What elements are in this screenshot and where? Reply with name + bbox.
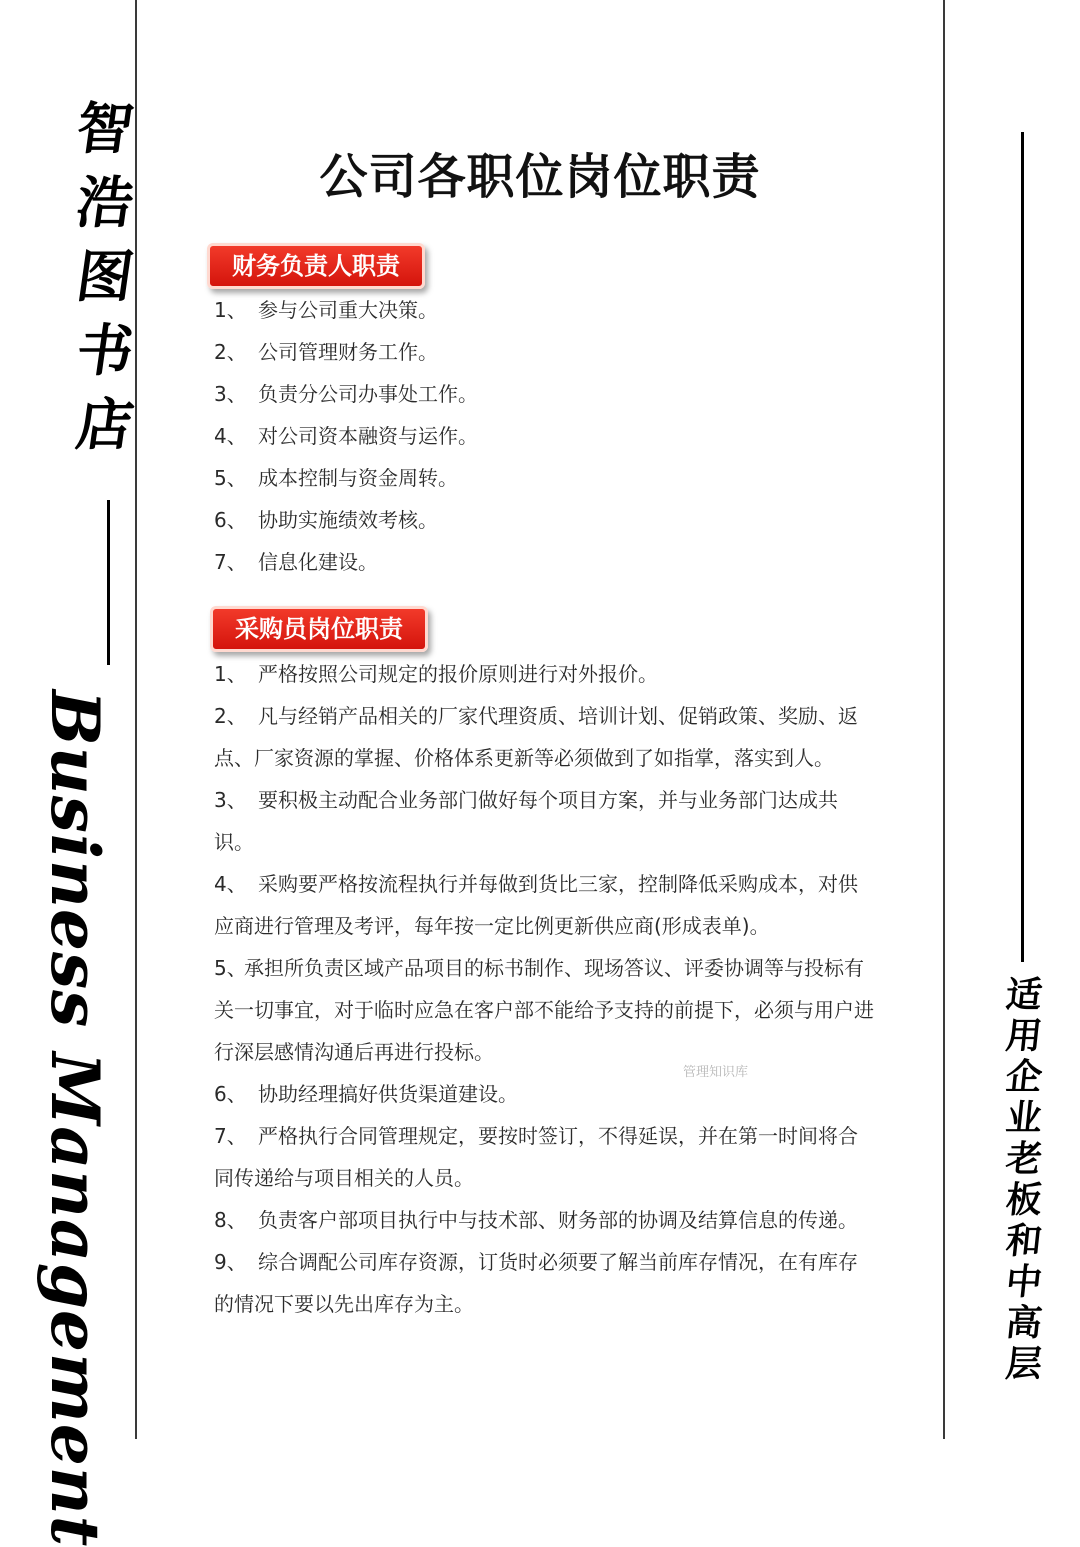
item-number: 1、 — [214, 298, 247, 322]
item-number: 7、 — [214, 550, 247, 574]
item-text: 承担所负责区域产品项目的标书制作、现场答议、评委协调等与投标有关一切事宜，对于临时应急在客户部不能给予支持的前提下，必须与用户进行深层感情沟通后再进行投标。 — [214, 956, 874, 1064]
item-text: 严格执行合同管理规定，要按时签订，不得延误，并在第一时间将合同传递给与项目相关的人员。 — [214, 1124, 858, 1190]
list-item — [214, 415, 874, 457]
brand-char: 店 — [72, 392, 138, 458]
brand-char: 智 — [72, 96, 138, 162]
right-decor-line — [1021, 132, 1024, 962]
item-number: 1、 — [214, 662, 247, 686]
item-number: 2、 — [214, 340, 247, 364]
item-number: 7、 — [214, 1124, 247, 1148]
item-text: 协助经理搞好供货渠道建设。 — [258, 1082, 518, 1106]
list-item — [214, 373, 874, 415]
item-number: 4、 — [214, 424, 247, 448]
brand-chinese — [70, 92, 140, 462]
item-text: 信息化建设。 — [258, 550, 378, 574]
item-text: 参与公司重大决策。 — [258, 298, 438, 322]
item-text: 严格按照公司规定的报价原则进行对外报价。 — [258, 662, 658, 686]
item-number: 3、 — [214, 382, 247, 406]
item-text: 对公司资本融资与运作。 — [258, 424, 478, 448]
item-number: 5、 — [214, 466, 247, 490]
list-item — [214, 947, 874, 1073]
side-note-char: 适 — [1003, 974, 1045, 1016]
side-note-char: 和 — [1003, 1220, 1045, 1262]
right-border-line — [943, 0, 945, 1439]
brand-char: 浩 — [72, 170, 138, 236]
item-number: 8、 — [214, 1208, 247, 1232]
side-note-char: 老 — [1003, 1138, 1045, 1180]
item-text: 负责客户部项目执行中与技术部、财务部的协调及结算信息的传递。 — [258, 1208, 858, 1232]
list-item — [214, 1115, 874, 1199]
page-title: 公司各职位岗位职责 — [319, 149, 761, 205]
section-heading-purchasing: 采购员岗位职责 — [210, 606, 428, 652]
list-item — [214, 1199, 874, 1241]
item-number: 2、 — [214, 704, 247, 728]
item-text: 采购要严格按流程执行并每做到货比三家，控制降低采购成本，对供应商进行管理及考评，每年按一定比例更新供应商(形成表单)。 — [214, 872, 858, 938]
item-text: 综合调配公司库存资源，订货时必须要了解当前库存情况，在有库存的情况下要以先出库存为主。 — [214, 1250, 858, 1316]
item-number: 3、 — [214, 788, 247, 812]
list-item — [214, 289, 874, 331]
side-note-char: 高 — [1003, 1302, 1045, 1344]
purchasing-duties-list — [214, 653, 874, 1325]
item-number: 5、 — [214, 956, 247, 980]
finance-duties-list — [214, 289, 874, 583]
item-text: 公司管理财务工作。 — [258, 340, 438, 364]
item-text: 要积极主动配合业务部门做好每个项目方案，并与业务部门达成共识。 — [214, 788, 838, 854]
side-note-char: 层 — [1003, 1343, 1045, 1385]
list-item — [214, 331, 874, 373]
item-number: 6、 — [214, 508, 247, 532]
list-item — [214, 541, 874, 583]
list-item — [214, 1241, 874, 1325]
list-item — [214, 863, 874, 947]
side-note-char: 中 — [1003, 1261, 1045, 1303]
item-text: 协助实施绩效考核。 — [258, 508, 438, 532]
item-number: 6、 — [214, 1082, 247, 1106]
list-item — [214, 457, 874, 499]
list-item — [214, 653, 874, 695]
item-text: 负责分公司办事处工作。 — [258, 382, 478, 406]
brand-english: Business Management — [36, 690, 114, 1547]
side-note — [998, 975, 1050, 1385]
brand-char: 图 — [72, 244, 138, 310]
brand-char: 书 — [72, 318, 138, 384]
list-item — [214, 695, 874, 779]
side-note-char: 板 — [1003, 1179, 1045, 1221]
list-item — [214, 1073, 874, 1115]
item-text: 凡与经销产品相关的厂家代理资质、培训计划、促销政策、奖励、返点、厂家资源的掌握、价格体系更新等必须做到了如指掌，落实到人。 — [214, 704, 858, 770]
section-heading-finance: 财务负责人职责 — [207, 243, 425, 289]
item-number: 4、 — [214, 872, 247, 896]
side-note-char: 业 — [1003, 1097, 1045, 1139]
list-item — [214, 779, 874, 863]
side-note-char: 企 — [1003, 1056, 1045, 1098]
list-item — [214, 499, 874, 541]
item-number: 9、 — [214, 1250, 247, 1274]
side-note-char: 用 — [1003, 1015, 1045, 1057]
watermark: 管理知识库 — [683, 1065, 749, 1080]
brand-divider — [107, 500, 110, 665]
item-text: 成本控制与资金周转。 — [258, 466, 458, 490]
